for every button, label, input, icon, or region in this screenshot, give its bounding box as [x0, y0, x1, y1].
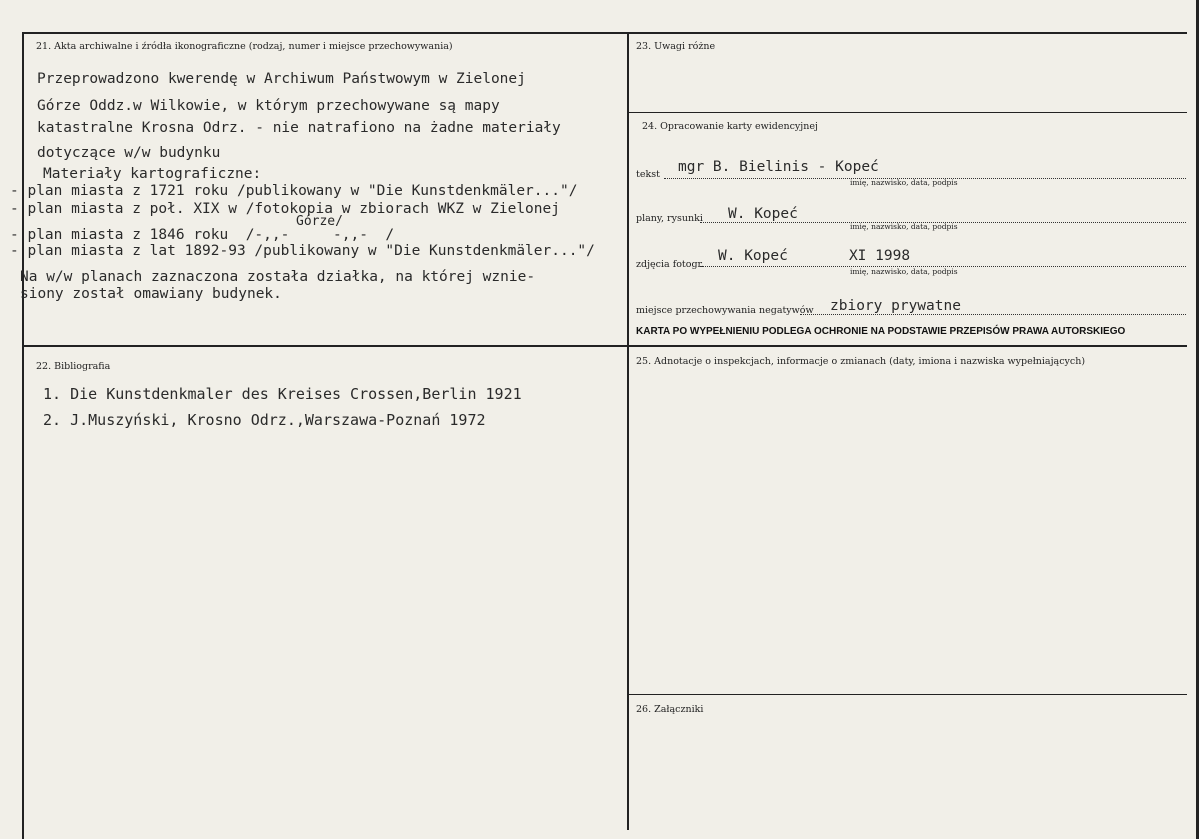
negatives-value: zbiory prywatne	[830, 298, 961, 314]
row-hint-tekst: imię, nazwisko, data, podpis	[850, 178, 958, 187]
row-label-tekst: tekst	[636, 169, 660, 180]
row-label-zdjecia: zdjęcia fotogr.	[636, 259, 705, 270]
s21-line-11: siony został omawiany budynek.	[20, 286, 282, 302]
row-hint-plany: imię, nazwisko, data, podpis	[850, 222, 958, 231]
row-label-plany: plany, rysunki	[636, 213, 703, 224]
bibliography-item-1: 1. Die Kunstdenkmaler des Kreises Crossen,Berlin 1921	[43, 385, 522, 403]
bibliography-item-2: 2. J.Muszyński, Krosno Odrz.,Warszawa-Poznań 1972	[43, 411, 486, 429]
center-rule	[627, 32, 629, 830]
s24-top-rule	[628, 112, 1187, 113]
section-26-label: 26. Załączniki	[636, 704, 704, 715]
section-24-label: 24. Opracowanie karty ewidencyjnej	[642, 121, 818, 132]
section-25-label: 25. Adnotacje o inspekcjach, informacje o zmianach (daty, imiona i nazwiska wypełniających)	[636, 356, 1086, 367]
row-value-plany: W. Kopeć	[728, 206, 798, 222]
s21-line-2: Górze Oddz.w Wilkowie, w którym przechowywane są mapy	[37, 98, 500, 114]
s21-line-5: Materiały kartograficzne:	[43, 166, 262, 182]
row-value-tekst: mgr B. Bielinis - Kopeć	[678, 159, 879, 175]
copyright-notice: KARTA PO WYPEŁNIENIU PODLEGA OCHRONIE NA PODSTAWIE PRZEPISÓW PRAWA AUTORSKIEGO	[636, 326, 1126, 337]
s26-top-rule	[628, 694, 1187, 695]
s21-line-4: dotyczące w/w budynku	[37, 145, 221, 161]
row-value-zdjecia: W. Kopeć XI 1998	[718, 248, 911, 264]
left-rule	[22, 32, 24, 839]
s21-line-8: - plan miasta z 1846 roku /-,,- -,,- /	[10, 227, 395, 243]
section-22-label: 22. Bibliografia	[36, 361, 111, 372]
s21-line-9: - plan miasta z lat 1892-93 /publikowany w "Die Kunstdenkmäler..."/	[10, 243, 595, 259]
middle-rule	[22, 345, 1187, 347]
negatives-label: miejsce przechowywania negatywów	[636, 305, 814, 316]
row-hint-zdjecia: imię, nazwisko, data, podpis	[850, 267, 958, 276]
s21-line-7: - plan miasta z poł. XIX w /fotokopia w zbiorach WKZ w Zielonej	[10, 201, 560, 217]
s21-line-10: Na w/w planach zaznaczona została działka, na której wznie-	[20, 269, 536, 285]
s21-line-6: - plan miasta z 1721 roku /publikowany w "Die Kunstdenkmäler..."/	[10, 183, 578, 199]
negatives-dots	[800, 314, 1186, 315]
s21-line-1: Przeprowadzono kwerendę w Archiwum Państwowym w Zielonej	[37, 71, 526, 87]
s21-line-8-insert: Górze/	[296, 214, 343, 229]
section-23-label: 23. Uwagi różne	[636, 41, 716, 52]
top-rule	[22, 32, 1187, 34]
s21-line-3: katastralne Krosna Odrz. - nie natrafiono na żadne materiały	[37, 120, 561, 136]
section-21-label: 21. Akta archiwalne i źródła ikonograficzne (rodzaj, numer i miejsce przechowywania)	[36, 41, 453, 52]
